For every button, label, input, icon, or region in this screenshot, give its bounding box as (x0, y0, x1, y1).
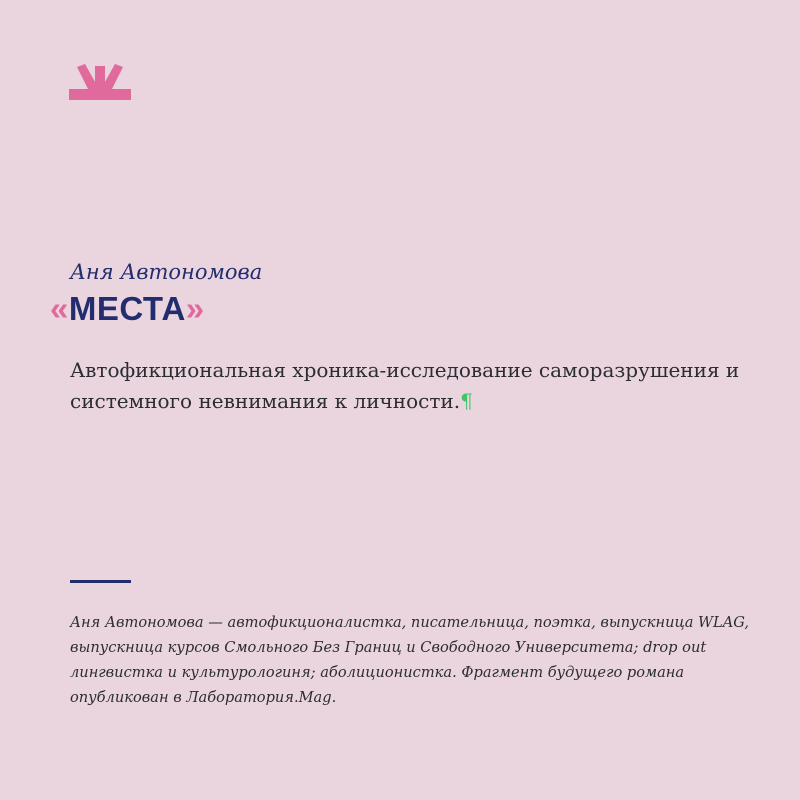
book-description (70, 355, 780, 417)
title-open-quote: « (50, 290, 69, 327)
author-name: Аня Автономова (70, 260, 263, 284)
book-title (50, 290, 205, 328)
pilcrow-mark: ¶ (460, 389, 473, 413)
divider (70, 580, 131, 583)
title-text: МЕСТА (68, 290, 186, 327)
asterisk-logo-icon (69, 64, 131, 100)
description-text: Автофикциональная хроника-исследование саморазрушения и системного невнимания к личности. (70, 358, 740, 413)
title-close-quote: » (185, 290, 205, 327)
author-bio: Аня Автономова — автофикционалистка, писательница, поэтка, выпускница WLAG, выпускница курсов Смольного Без Границ и Свободного Университета; drop out лингвистка и культурологиня; аболиционистка. Фрагмент будущего романа опубликован в Лаборатория.Mag. (70, 614, 750, 706)
